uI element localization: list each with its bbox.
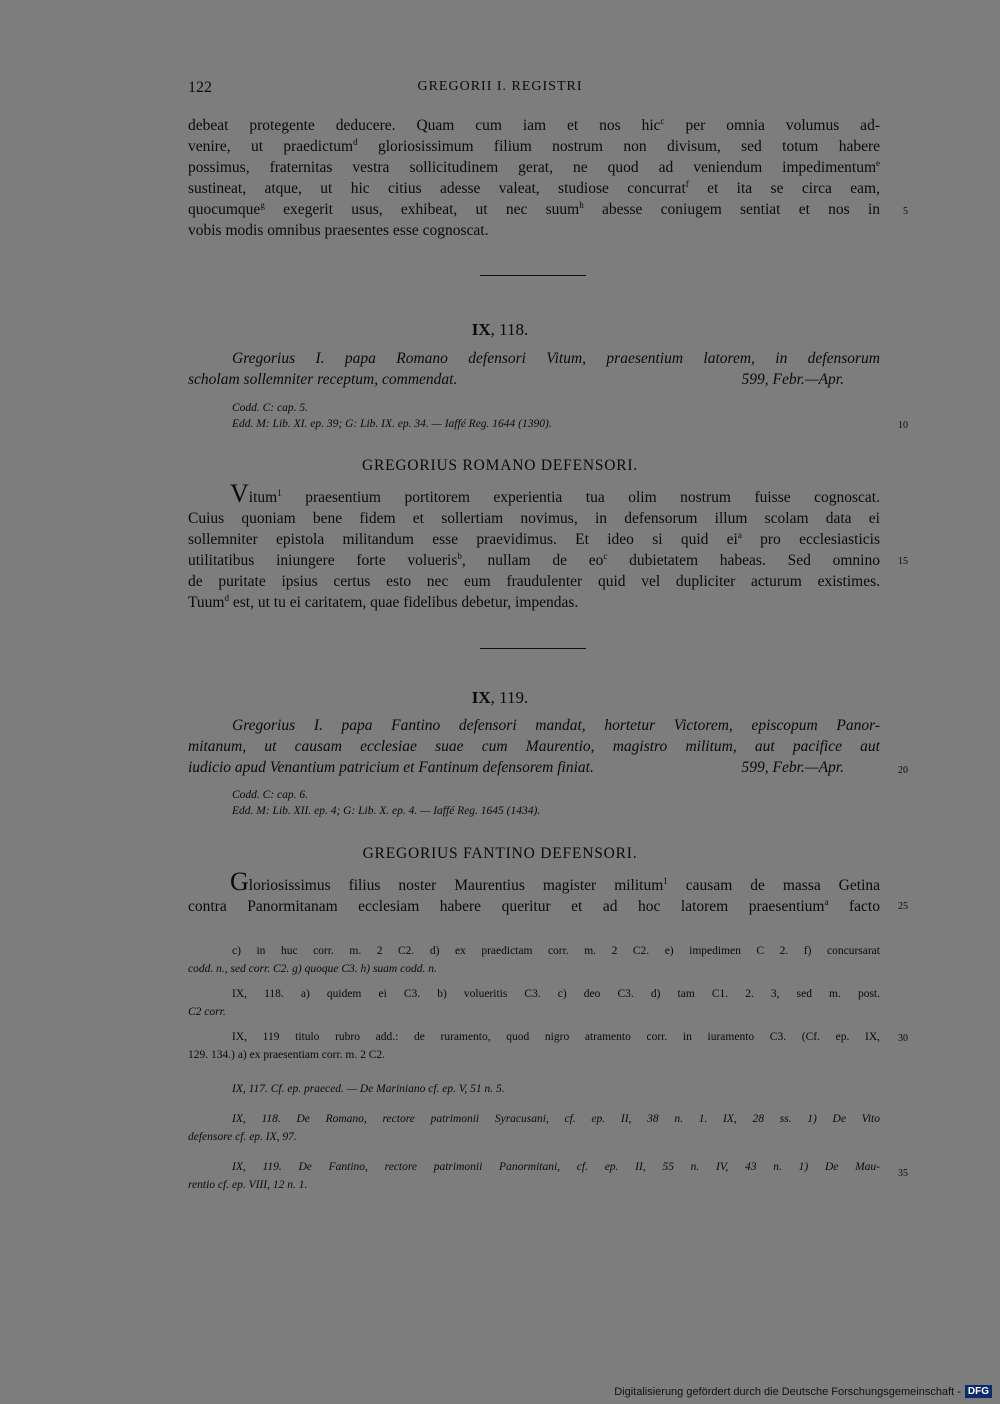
letter-number: IX, 119. <box>471 688 529 707</box>
addressee-heading: GREGORIUS ROMANO DEFENSORI. <box>361 457 639 474</box>
commentary-note: IX, 119. De Fantino, rectore patrimonii Panormitani, cf. ep. II, 55 n. IV, 43 n. 1) De Mau- rentio cf. ep. VIII, 12 n. 1. <box>188 1161 880 1191</box>
letter-date: 599, Febr.—Apr. <box>741 759 844 776</box>
letter-text <box>188 479 880 613</box>
text-line: sollemniter epistola militandum esse praevidimus. Et ideo si quid $ei^a$ pro ecclesiasticis <box>188 530 880 548</box>
editions: Edd. M: Lib. XI. ep. 39; G: Lib. IX. ep. 34. — Iaffé Reg. 1644 (1390). <box>232 418 552 430</box>
commentary-note: IX, 117. Cf. ep. praeced. — De Mariniano cf. ep. V, 51 n. 5. <box>232 1083 505 1095</box>
line-number: 25 <box>898 901 908 912</box>
text-line: possimus, fraternitas vestra sollicitudinem gerat, ne quod ad veniendum impedimentum$^e$ <box>188 158 880 176</box>
line-number: 5 <box>903 206 908 217</box>
text-line: Cuius quoniam bene fidem et sollertiam novimus, in defensorum illum scolam data ei <box>188 510 880 527</box>
text-line: sustineat, atque, ut hic citius adesse valeat, studiose concurrat$^f$ et ita se circa eam, <box>188 179 880 197</box>
letter-summary: Gregorius I. papa Fantino defensori mandat, hortetur Victorem, episcopum Panor- mitanum, ut causam ecclesiae suae cum Maurentio, magistro militum, aut pacifice aut iudicio apud Venantium patricium et Fantinum defensorem finiat. 599, Febr.—Apr. <box>188 717 880 776</box>
letter-date: 599, Febr.—Apr. <box>741 371 844 388</box>
section-divider <box>480 648 586 649</box>
apparatus-note: c) in huc corr. m. 2 C2. d) ex praedictam corr. m. 2 C2. e) impedimen C 2. f) concursarat codd. n., sed corr. C2. g) quoque C3. h) suam codd. n. <box>188 945 880 975</box>
dfg-logo: DFG <box>965 1385 992 1398</box>
text-line: utilitatibus iniungere forte volueris$^b$, nullam de $eo^c$ dubietatem habeas. Sed omnino <box>188 551 880 569</box>
editions: Edd. M: Lib. XII. ep. 4; G: Lib. X. ep. 4. — Iaffé Reg. 1645 (1434). <box>232 805 541 817</box>
codices: Codd. C: cap. 5. <box>232 402 309 414</box>
letter-text <box>188 867 881 917</box>
commentary-note: IX, 118. De Romano, rectore patrimonii Syracusani, cf. ep. II, 38 n. 1. IX, 28 ss. 1) De Vito defensore cf. ep. IX, 97. <box>188 1113 880 1143</box>
section-divider <box>480 275 586 276</box>
line-number: 20 <box>898 765 908 776</box>
text-line: Vitum$^1$ praesentium portitorem experientia tua olim nostrum fuisse cognoscat. <box>230 479 880 508</box>
letter-number: IX, 118. <box>471 320 529 339</box>
line-number: 35 <box>898 1168 908 1179</box>
running-title: GREGORII I. REGISTRI <box>417 79 583 94</box>
text-line: quocumque$^g$ exegerit usus, exhibeat, ut nec suum$^h$ abesse coniugem sentiat et nos in <box>188 200 880 218</box>
opening-paragraph <box>188 115 880 241</box>
addressee-heading: GREGORIUS FANTINO DEFENSORI. <box>362 845 638 862</box>
line-number: 30 <box>898 1033 908 1044</box>
funding-footer <box>614 1385 992 1398</box>
text-line: Gloriosissimus filius noster Maurentius magister militum$^1$ causam de massa Getina <box>230 867 881 896</box>
page-number: 122 <box>188 79 212 96</box>
text-line: venire, ut praedictum$^d$ gloriosissimum filium nostrum non divisum, sed totum habere <box>188 137 880 155</box>
text-line: debeat protegente deducere. Quam cum iam et nos hic$^c$ per omnia volumus ad- <box>188 116 880 134</box>
text-line: vobis modis omnibus praesentes esse cognoscat. <box>188 222 489 239</box>
line-number: 10 <box>898 420 908 431</box>
footer-text: Digitalisierung gefördert durch die Deutsche Forschungsgemeinschaft - <box>614 1385 961 1398</box>
text-line: de puritate ipsius certus esto nec eum fraudulenter quid vel dupliciter acturum existimes. <box>188 573 880 590</box>
letter-summary: Gregorius I. papa Romano defensori Vitum, praesentium latorem, in defensorum scholam sollemniter receptum, commendat. 599, Febr.—Apr. <box>188 350 880 388</box>
text-line: contra Panormitanam ecclesiam habere queritur et ad hoc latorem praesentium$^a$ facto <box>188 897 880 915</box>
line-number: 15 <box>898 556 908 567</box>
apparatus-note: IX, 119 titulo rubro add.: de ruramento, quod nigro atramento corr. in iuramento C3. (Cf. ep. IX, 129. 134.) a) ex praesentiam corr. m. 2 C2. <box>188 1031 880 1061</box>
text-line: Tuum$^d$ est, ut tu ei caritatem, quae fidelibus debetur, impendas. <box>188 593 579 611</box>
codices: Codd. C: cap. 6. <box>232 789 309 801</box>
apparatus-note: IX, 118. a) quidem ei C3. b) volueritis C3. c) deo C3. d) tam C1. 2. 3, sed m. post. C2 corr. <box>188 988 880 1018</box>
